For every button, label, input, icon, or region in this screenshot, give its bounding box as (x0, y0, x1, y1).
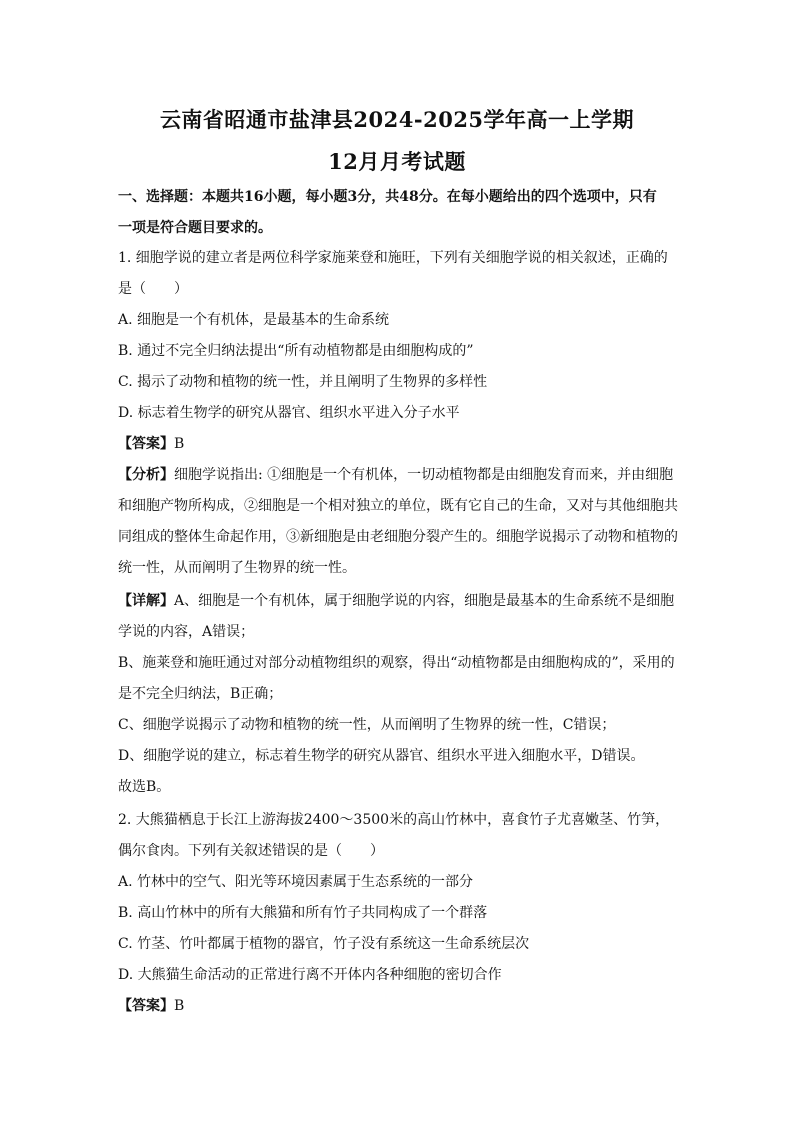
q2-option-d: D. 大熊猫生命活动的正常进行离不开体内各种细胞的密切合作 (118, 967, 502, 983)
section-heading-line2: 一项是符合题目要求的。 (118, 220, 272, 236)
q2-option-c: C. 竹茎、竹叶都属于植物的器官，竹子没有系统这一生命系统层次 (118, 936, 530, 952)
q1-option-d: D. 标志着生物学的研究从器官、组织水平进入分子水平 (118, 405, 460, 421)
q1-detail-line6: D、细胞学说的建立，标志着生物学的研究从器官、组织水平进入细胞水平，D错误。 (118, 748, 645, 764)
q1-analysis-line4: 统一性，从而阐明了生物界的统一性。 (118, 560, 356, 576)
q2-stem-line2: 偶尔食肉。下列有关叙述错误的是（ ） (118, 843, 384, 859)
answer-tag: 【答案】 (118, 436, 174, 452)
q1-stem-line1: 1. 细胞学说的建立者是两位科学家施莱登和施旺，下列有关细胞学说的相关叙述，正确的 (118, 250, 668, 266)
q2-option-b: B. 高山竹林中的所有大熊猫和所有竹子共同构成了一个群落 (118, 905, 488, 921)
q1-detail-line5: C、细胞学说揭示了动物和植物的统一性，从而阐明了生物界的统一性，C错误； (118, 717, 616, 733)
q2-answer (118, 996, 678, 1016)
answer-value: B (174, 436, 185, 452)
q1-analysis-line2: 和细胞产物所构成，②细胞是一个相对独立的单位，既有它自己的生命，又对与其他细胞共 (118, 498, 678, 514)
q2-stem-line1: 2. 大熊猫栖息于长江上游海拔2400～3500米的高山竹林中，喜食竹子尤喜嫩茎、竹笋， (118, 812, 670, 828)
q1-option-b: B. 通过不完全归纳法提出“所有动植物都是由细胞构成的” (118, 343, 474, 359)
q1-choose: 故选B。 (118, 779, 171, 795)
analysis-text: 细胞学说指出: ①细胞是一个有机体，一切动植物都是由细胞发育而来，并由细胞 (174, 467, 674, 483)
page-title: 云南省昭通市盐津县2024-2025学年高一上学期 (159, 107, 635, 132)
detail-text: A、细胞是一个有机体，属于细胞学说的内容，细胞是最基本的生命系统不是细胞 (174, 593, 675, 609)
q1-detail-line2: 学说的内容，A错误； (118, 624, 255, 640)
q1-detail-line1 (118, 591, 678, 611)
q1-analysis-line3: 同组成的整体生命起作用，③新细胞是由老细胞分裂产生的。细胞学说揭示了动物和植物的 (118, 529, 678, 545)
q1-answer (118, 434, 678, 454)
q1-option-a: A. 细胞是一个有机体，是最基本的生命系统 (118, 312, 390, 328)
q1-stem-line2: 是（ ） (118, 281, 188, 297)
section-heading-line1: 一、选择题：本题共16小题，每小题3分，共48分。在每小题给出的四个选项中，只有 (118, 189, 657, 205)
analysis-tag: 【分析】 (118, 467, 174, 483)
q1-detail-line4: 是不完全归纳法，B正确； (118, 686, 283, 702)
q1-option-c: C. 揭示了动物和植物的统一性，并且阐明了生物界的多样性 (118, 374, 488, 390)
q1-detail-line3: B、施莱登和施旺通过对部分动植物组织的观察，得出“动植物都是由细胞构成的”，采用的 (118, 655, 675, 671)
q2-option-a: A. 竹林中的空气、阳光等环境因素属于生态系统的一部分 (118, 874, 474, 890)
answer-tag: 【答案】 (118, 998, 174, 1014)
answer-value: B (174, 998, 185, 1014)
page-subtitle: 12月月考试题 (328, 149, 466, 174)
q1-analysis-line1 (118, 465, 678, 485)
detail-tag: 【详解】 (118, 593, 174, 609)
